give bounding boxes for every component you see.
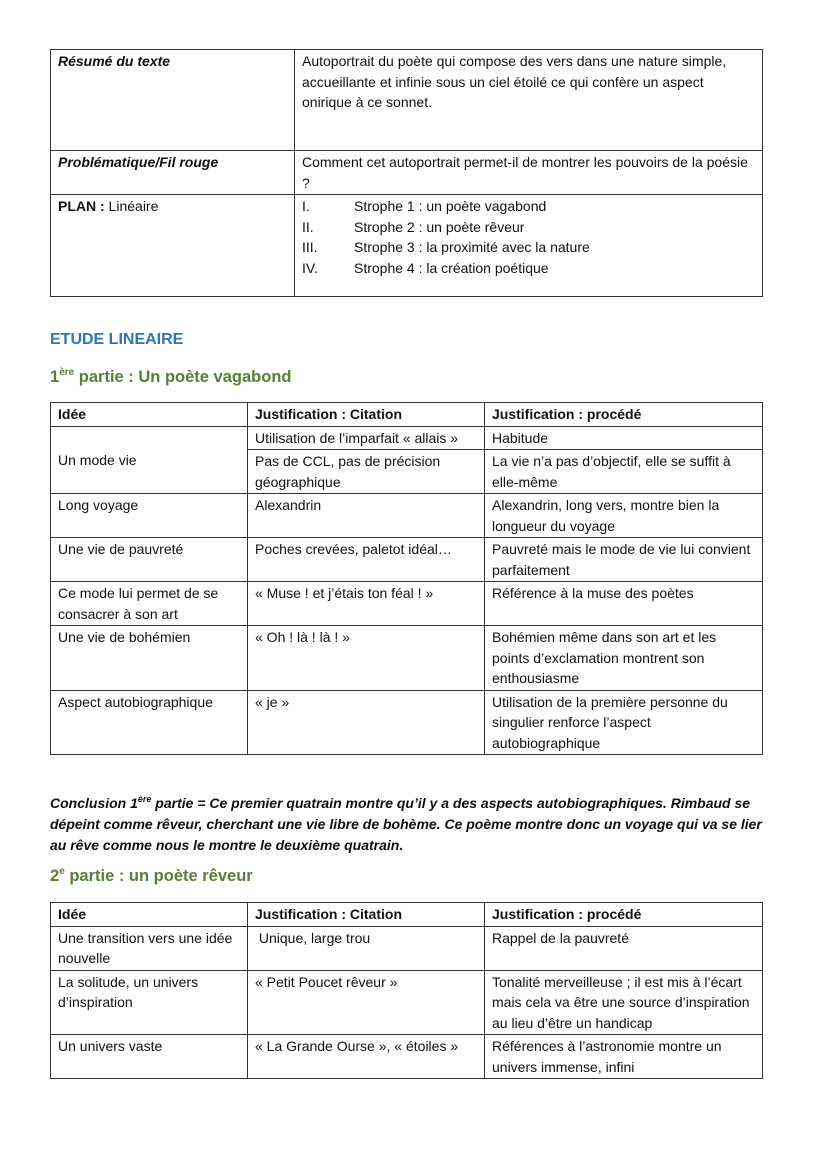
plan-item (302, 196, 755, 217)
plan-item-number: III. (302, 239, 318, 255)
plan-item-number: II. (302, 218, 314, 235)
cell-idee: Long voyage (51, 494, 248, 538)
part1-title (50, 367, 291, 387)
cell-citation: Alexandrin (248, 494, 485, 538)
problematique-text: Comment cet autoportrait permet-il de montrer les pouvoirs de la poésie ? (295, 151, 763, 195)
cell-idee: Aspect autobiographique (51, 690, 248, 755)
table-row (51, 426, 763, 450)
cell-procede: Tonalité merveilleuse ; il est mis à l’écart mais cela va être une source d’inspiration au lieu d’être un handicap (485, 970, 763, 1035)
plan-item-number: IV. (302, 259, 318, 276)
header-citation: Justification : Citation (248, 903, 485, 927)
conclusion-part1 (50, 789, 775, 856)
header-idee: Idée (51, 903, 248, 927)
cell-procede: Pauvreté mais le mode de vie lui convient parfaitement (485, 538, 763, 582)
cell-citation: « je » (248, 690, 485, 755)
cell-idee: Ce mode lui permet de se consacrer à son art (51, 582, 248, 626)
cell-idee: Une vie de pauvreté (51, 538, 248, 582)
problematique-row (51, 151, 763, 195)
resume-text: Autoportrait du poète qui compose des vers dans une nature simple, accueillante et infinie sous un ciel étoilé ce qui confère un aspect onirique à ce sonnet. (295, 50, 763, 151)
cell-citation: « Oh ! là ! là ! » (248, 626, 485, 691)
cell-procede: Bohémien même dans son art et les points d’exclamation montrent son enthousiasme (485, 626, 763, 691)
cell-citation: Utilisation de l’imparfait « allais » (248, 426, 485, 450)
plan-item-text: Strophe 4 : la création poétique (354, 259, 549, 276)
plan-item (302, 258, 755, 279)
cell-idee: Un univers vaste (51, 1035, 248, 1079)
plan-list (302, 196, 755, 278)
header-procede: Justification : procédé (485, 903, 763, 927)
plan-item-text: Strophe 1 : un poète vagabond (354, 198, 547, 214)
cell-procede: Utilisation de la première personne du singulier renforce l’aspect autobiographique (485, 690, 763, 755)
cell-citation: Pas de CCL, pas de précision géographique (248, 450, 485, 494)
plan-label-type: Linéaire (104, 198, 159, 214)
resume-label: Résumé du texte (51, 50, 295, 151)
plan-content (295, 195, 763, 297)
part2-title (50, 866, 253, 886)
header-idee: Idée (51, 403, 248, 427)
table-row (51, 690, 763, 755)
part1-title-text: partie : Un poète vagabond (74, 368, 292, 386)
part1-table (50, 402, 763, 755)
plan-item (302, 237, 755, 258)
table-row (51, 582, 763, 626)
cell-citation: Poches crevées, paletot idéal… (248, 538, 485, 582)
info-table (50, 49, 763, 297)
cell-procede: Référence à la muse des poètes (485, 582, 763, 626)
part2-title-number: 2 (50, 867, 60, 885)
conclusion-sup: ère (137, 794, 152, 804)
plan-item-text: Strophe 3 : la proximité avec la nature (354, 239, 590, 255)
cell-idee: Un mode vie (51, 426, 248, 494)
problematique-label: Problématique/Fil rouge (51, 151, 295, 195)
part2-title-text: partie : un poète rêveur (64, 867, 253, 885)
cell-procede: Références à l’astronomie montre un univers immense, infini (485, 1035, 763, 1079)
header-citation: Justification : Citation (248, 403, 485, 427)
table-header-row (51, 403, 763, 427)
part1-title-sup: ère (59, 367, 75, 378)
cell-citation: Unique, large trou (248, 926, 485, 970)
table-header-row (51, 903, 763, 927)
part2-table (50, 902, 763, 1079)
cell-idee: Une vie de bohémien (51, 626, 248, 691)
table-row (51, 970, 763, 1035)
cell-idee: Une transition vers une idée nouvelle (51, 926, 248, 970)
cell-citation: « La Grande Ourse », « étoiles » (248, 1035, 485, 1079)
cell-citation: « Petit Poucet rêveur » (248, 970, 485, 1035)
cell-procede: Alexandrin, long vers, montre bien la longueur du voyage (485, 494, 763, 538)
cell-citation: « Muse ! et j’étais ton féal ! » (248, 582, 485, 626)
resume-row (51, 50, 763, 151)
conclusion-prefix: Conclusion 1 (50, 795, 138, 811)
table-row (51, 926, 763, 970)
plan-item (302, 217, 755, 238)
cell-procede: La vie n’a pas d’objectif, elle se suffit à elle-même (485, 450, 763, 494)
header-procede: Justification : procédé (485, 403, 763, 427)
cell-procede: Habitude (485, 426, 763, 450)
plan-item-number: I. (302, 198, 310, 214)
plan-row (51, 195, 763, 297)
plan-item-text: Strophe 2 : un poète rêveur (354, 218, 525, 235)
section-title: ETUDE LINEAIRE (50, 331, 184, 348)
cell-idee: La solitude, un univers d’inspiration (51, 970, 248, 1035)
table-row (51, 1035, 763, 1079)
plan-label (51, 195, 295, 297)
part2-title-sup: e (59, 866, 65, 877)
table-row (51, 626, 763, 691)
part1-title-number: 1 (50, 368, 60, 386)
conclusion-text: partie = Ce premier quatrain montre qu’il y a des aspects autobiographiques. Rimbaud se dépeint comme rêveur, cherchant une vie libre de bohème. Ce poème montre donc un voyage qui va se lier au rêve comme nous le montre le deuxième quatrain. (50, 795, 762, 853)
cell-procede: Rappel de la pauvreté (485, 926, 763, 970)
plan-label-bold: PLAN : (58, 198, 105, 214)
table-row (51, 538, 763, 582)
table-row (51, 494, 763, 538)
